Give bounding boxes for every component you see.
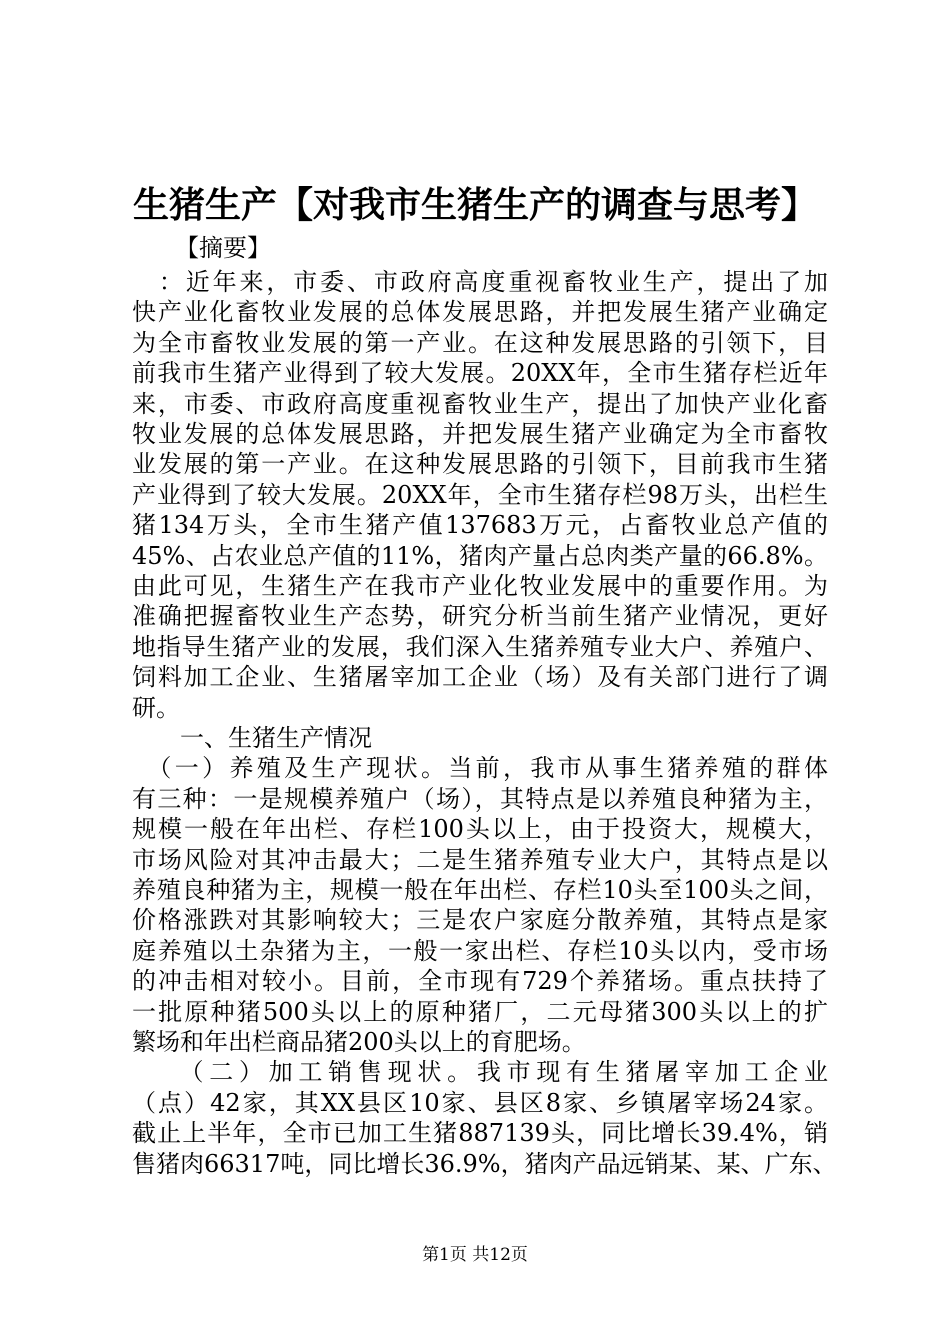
body-line: 售猪肉66317吨，同比增长36.9%，猪肉产品远销某、某、广东、 [132, 1149, 837, 1178]
abstract-heading: 【摘要】 [175, 234, 271, 262]
body-line: （点）42家，其XX县区10家、县区8家、乡镇屠宰场24家。 [132, 1088, 828, 1117]
body-line: 快产业化畜牧业发展的总体发展思路，并把发展生猪产业确定 [132, 298, 828, 327]
body-line: 牧业发展的总体发展思路，并把发展生猪产业确定为全市畜牧 [132, 420, 828, 448]
body-line: 一批原种猪500头以上的原种猪厂，二元母猪300头以上的扩 [132, 997, 828, 1026]
body-line: 地指导生猪产业的发展，我们深入生猪养殖专业大户、养殖户、 [132, 632, 828, 661]
body-line: 准确把握畜牧业生产态势，研究分析当前生猪产业情况，更好 [132, 602, 828, 631]
page-footer: 第1页 共12页 [422, 1245, 528, 1265]
body-line: 养殖良种猪为主，规模一般在年出栏、存栏10头至100头之间， [132, 876, 828, 904]
body-line: （一）养殖及生产现状。当前，我市从事生猪养殖的群体 [132, 754, 828, 783]
body-line: 来，市委、市政府高度重视畜牧业生产，提出了加快产业化畜 [132, 389, 828, 418]
body-line: （二）加工销售现状。我市现有生猪屠宰加工企业 [132, 1058, 828, 1087]
body-line: 规模一般在年出栏、存栏100头以上，由于投资大，规模大， [132, 815, 828, 844]
body-line: ：近年来，市委、市政府高度重视畜牧业生产，提出了加 [132, 268, 828, 296]
body-line: 45%、占农业总产值的11%，猪肉产量占总肉类产量的66.8%。 [132, 541, 828, 570]
body-line: 繁场和年出栏商品猪200头以上的育肥场。 [132, 1028, 586, 1056]
body-line: 的冲击相对较小。目前，全市现有729个养猪场。重点扶持了 [132, 967, 828, 996]
body-line: 饲料加工企业、生猪屠宰加工企业（场）及有关部门进行了调 [132, 663, 828, 692]
document-title: 生猪生产【对我市生猪生产的调查与思考】 [132, 184, 817, 226]
body-line: 由此可见，生猪生产在我市产业化牧业发展中的重要作用。为 [132, 572, 828, 600]
body-line: 市场风险对其冲击最大；二是生猪养殖专业大户，其特点是以 [132, 845, 828, 874]
body-line: 猪134万头，全市生猪产值137683万元，占畜牧业总产值的 [132, 511, 828, 540]
body-line: 庭养殖以土杂猪为主，一般一家出栏、存栏10头以内，受市场 [132, 936, 828, 965]
body-line: 有三种：一是规模养殖户（场），其特点是以养殖良种猪为主， [132, 784, 828, 813]
body-line: 业发展的第一产业。在这种发展思路的引领下，目前我市生猪 [132, 450, 828, 479]
body-line: 产业得到了较大发展。20XX年，全市生猪存栏98万头，出栏生 [132, 480, 828, 509]
body-line: 为全市畜牧业发展的第一产业。在这种发展思路的引领下，目 [132, 328, 828, 357]
body-line: 研。 [132, 693, 180, 722]
section-heading: 一、生猪生产情况 [132, 724, 372, 752]
body-line: 价格涨跌对其影响较大；三是农户家庭分散养殖，其特点是家 [132, 906, 828, 935]
body-line: 前我市生猪产业得到了较大发展。20XX年，全市生猪存栏近年 [132, 359, 828, 388]
body-line: 截止上半年，全市已加工生猪887139头，同比增长39.4%，销 [132, 1119, 828, 1148]
